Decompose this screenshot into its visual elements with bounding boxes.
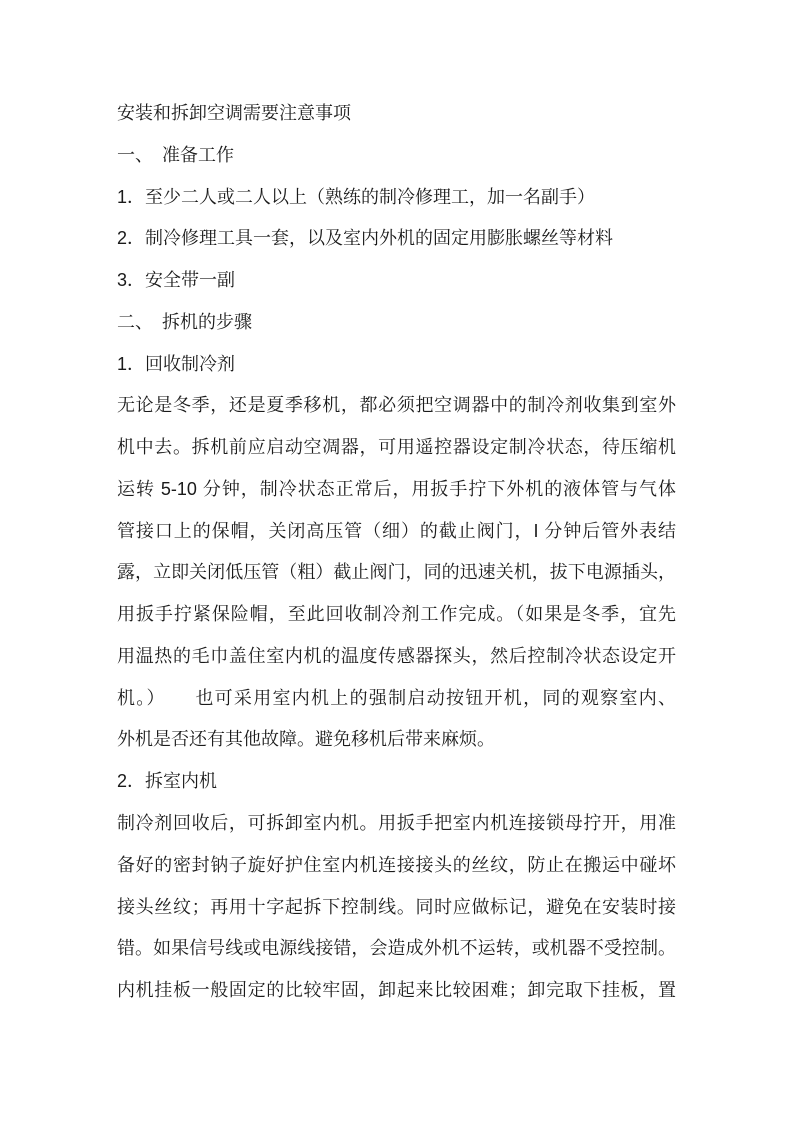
paragraph-line: 外机是否还有其他故障。避免移机后带来麻烦。: [117, 729, 495, 750]
paragraph-line: 无论是冬季，还是夏季移机，都必须把空调器中的制冷剂收集到室外: [117, 395, 676, 416]
list-item: 2．拆室内机: [117, 771, 218, 792]
paragraph-line: 用扳手拧紧保险帽，至此回收制冷剂工作完成。（如果是冬季，宜先: [117, 604, 676, 625]
paragraph-line: 用温热的毛巾盖住室内机的温度传感器探头，然后控制冷状态设定开: [117, 645, 676, 666]
paragraph-line: 管接口上的保帽，关闭高压管（细）的截止阀门，I 分钟后管外表结: [117, 520, 676, 541]
list-item: 3．安全带一副: [117, 270, 236, 291]
paragraph-line: 运转 5-10 分钟，制冷状态正常后，用扳手拧下外机的液体管与气体: [117, 478, 676, 499]
paragraph-line: 机中去。拆机前应启动空凋器，可用遥控器设定制冷状态，待压缩机: [117, 437, 676, 458]
list-item: 1．回收制冷剂: [117, 353, 236, 374]
document-body: [117, 93, 676, 1012]
paragraph-line: 错。如果信号线或电源线接错，会造成外机不运转，或机器不受控制。: [117, 938, 676, 959]
paragraph-line: 内机挂板一般固定的比较牢固，卸起来比较困难；卸完取下挂板，置: [117, 980, 676, 1001]
paragraph-line: 备好的密封钠子旋好护住室内机连接接头的丝纹，防止在搬运中碰坏: [117, 854, 676, 875]
paragraph-line: 机。） 也可采用室内机上的强制启动按钮开机，同的观察室内、: [117, 687, 676, 708]
section-heading: 二、 拆机的步骤: [117, 311, 252, 332]
doc-title: 安装和拆卸空调需要注意事项: [117, 103, 351, 123]
paragraph-line: 制冷剂回收后，可拆卸室内机。用扳手把室内机连接锁母拧开，用准: [117, 813, 676, 834]
list-item: 1．至少二人或二人以上（熟练的制冷修理工，加一名副手）: [117, 186, 596, 207]
paragraph-line: 露，立即关闭低压管（粗）截止阀门，同的迅速关机，拔下电源插头，: [117, 562, 676, 583]
section-heading: 一、 准备工作: [117, 144, 234, 165]
list-item: 2．制冷修理工具一套，以及室内外机的固定用膨胀螺丝等材料: [117, 228, 614, 249]
paragraph-line: 接头丝纹；再用十字起拆下控制线。同时应做标记，避免在安装时接: [117, 896, 676, 917]
